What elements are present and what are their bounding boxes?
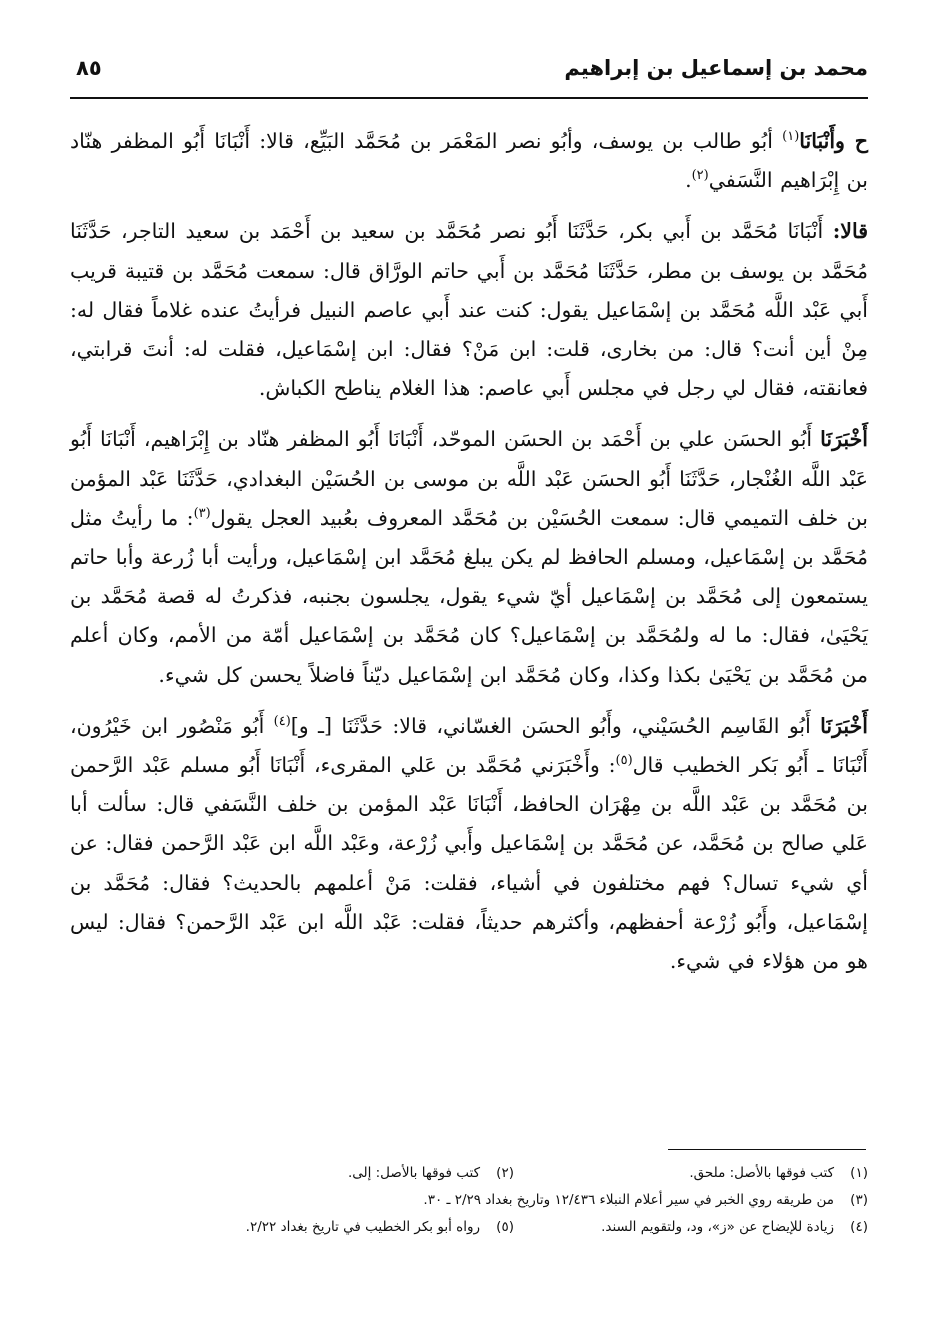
footnote-number: (٢) bbox=[496, 1165, 514, 1181]
footnote-row bbox=[130, 1187, 868, 1214]
footnote-ref: (٣) bbox=[193, 506, 211, 521]
footnote-number: (١) bbox=[850, 1165, 868, 1181]
footnote bbox=[514, 1214, 868, 1241]
footnote-ref: (٤) bbox=[273, 714, 291, 730]
footnote-ref: (٢) bbox=[691, 168, 709, 184]
footnote-rule bbox=[668, 1149, 866, 1150]
paragraph-4 bbox=[70, 707, 868, 981]
footnote-ref: (١) bbox=[782, 129, 800, 145]
paragraph-text: أَبُو الحسَن علي بن أَحْمَد بن الحسَن الموحّد، أَنْبَانَا أَبُو المظفر هنّاد بن إِبْرَاهيم، أَنْبَانَا أَبُو عَبْد اللَّه الغُنْجار، حَدَّثَنَا أَبُو الحسَن عَبْد اللَّه بن موسى بن الحُسَيْن البغدادي، حَدَّثَنَا عَبْد المؤمن بن خلف التميمي قال: سمعت الحُسَيْن بن مُحَمَّد المعروف بعُبيد العجل يقول bbox=[70, 427, 869, 530]
paragraph-text: أَنْبَانَا مُحَمَّد بن أَبي بكر، حَدَّثَنَا أَبُو نصر مُحَمَّد بن سعيد بن أَحْمَد بن سعيد التاجر، حَدَّثَنَا مُحَمَّد بن يوسف بن مطر، حَدَّثَنَا مُحَمَّد بن أَبي حاتم الورَّاق قال: سمعت مُحَمَّد بن قتيبة قريب أَبي عَبْد اللَّه مُحَمَّد بن إسْمَاعيل يقول: كنت عند أَبي عاصم النبيل فرأيتُ عنده غلاماً فقال له: مِنْ أين أنت؟ قال: من بخارى، قلت: ابن مَنْ؟ فقال: ابن إسْمَاعيل، فقلت له: أنتَ قرابتي، فعانقته، فقال لي رجل في مجلس أَبي عاصم: هذا الغلام يناطح الكباش. bbox=[70, 219, 868, 401]
paragraph-text: . bbox=[685, 168, 692, 193]
paragraph-lead: أَخْبَرَنَا bbox=[820, 427, 868, 452]
running-header-title: محمد بن إسماعيل بن إبراهيم bbox=[564, 56, 868, 80]
paragraph-text: : ما رأيتُ مثل مُحَمَّد بن إسْمَاعيل، ومسلم الحافظ لم يكن يبلغ مُحَمَّد ابن إسْمَاعيل، ورأيت أبا زُرعة وأبا حاتم يستمعون إلى مُحَمَّد بن إسْمَاعيل أيّ شيء يقول، يجلسون بجنبه، فذكرتُ له قصة مُحَمَّد بن يَحْيَىٰ، فقال: ما له ولمُحَمَّد بن إسْمَاعيل؟ كان مُحَمَّد بن إسْمَاعيل أمّة من الأمم، وكان أعلم من مُحَمَّد بن يَحْيَىٰ بكذا وكذا، وكان مُحَمَّد ابن إسْمَاعيل ديّناً فاضلاً يحسن كل شيء. bbox=[70, 505, 868, 687]
paragraph-1 bbox=[70, 122, 868, 200]
footnote-text: رواه أبو بكر الخطيب في تاريخ بغداد ٢/٢٢. bbox=[245, 1219, 480, 1235]
footnotes bbox=[130, 1160, 868, 1241]
footnote bbox=[246, 1214, 514, 1241]
paragraph-lead: أَخْبَرَنَا bbox=[820, 713, 868, 738]
footnote-text: كتب فوقها بالأصل: ملحق. bbox=[689, 1165, 834, 1181]
footnote-row bbox=[130, 1160, 868, 1187]
body-text bbox=[70, 122, 868, 993]
footnote-text: كتب فوقها بالأصل: إلى. bbox=[347, 1165, 480, 1181]
footnote-number: (٣) bbox=[850, 1192, 868, 1208]
paragraph-2 bbox=[70, 212, 868, 408]
footnote bbox=[514, 1160, 868, 1187]
footnote-text: من طريقه روي الخبر في سير أعلام النبلاء ١٢/٤٣٦ وتاريخ بغداد ٢/٢٩ ـ ٣٠. bbox=[423, 1192, 834, 1208]
paragraph-text: أبُو طالب بن يوسف، وأبُو نصر المَعْمَر بن مُحَمَّد البَيِّع، قالا: أَنْبَانَا أَبُو المظفر هنّاد بن إِبْرَاهيم النَّسَفي bbox=[70, 129, 868, 193]
footnote bbox=[423, 1187, 868, 1214]
paragraph-text: أَبُو مَنْصُور ابن خَيْرُون، أَنْبَانَا ـ أَبُو بَكر الخطيب قال bbox=[70, 713, 868, 778]
footnote-text: زيادة للإيضاح عن «ز»، ود، ولتقويم السند. bbox=[601, 1219, 834, 1235]
footnote-number: (٥) bbox=[496, 1219, 514, 1235]
footnote-number: (٤) bbox=[850, 1219, 868, 1235]
paragraph-lead: قالا: bbox=[832, 219, 868, 244]
footnote-row bbox=[130, 1214, 868, 1241]
paragraph-text: أَبُو القَاسِم الحُسَيْني، وأَبُو الحسَن الغسّاني، قالا: حَدَّثَنَا [ـ و] bbox=[290, 713, 821, 738]
footnote bbox=[348, 1160, 514, 1187]
header-rule bbox=[70, 97, 868, 99]
paragraph-3 bbox=[70, 420, 868, 694]
paragraph-lead: ح وأَنْبَانَا bbox=[799, 129, 869, 153]
footnote-ref: (٥) bbox=[615, 753, 633, 769]
page-number: ٨٥ bbox=[76, 56, 102, 80]
paragraph-text: : وأَخْبَرَني مُحَمَّد بن عَلي المقرىء، أَنْبَانَا أَبُو مسلم عَبْد الرَّحمن بن مُحَمَّد بن عَبْد اللَّه بن مِهْرَان الحافظ، أَنْبَانَا عَبْد المؤمن بن خلف النَّسَفي قال: سألت أبا عَلي صالح بن مُحَمَّد، عن مُحَمَّد بن إسْمَاعيل وأَبي زُرْعة، وعَبْد اللَّه ابن عَبْد الرَّحمن فقال: عن أي شيء تسال؟ فهم مختلفون في أشياء، فقلت: مَنْ أعلمهم بالحديث؟ فقال: مُحَمَّد بن إسْمَاعيل، وأَبُو زُرْعة أحفظهم، وأكثرهم حديثاً، فقلت: عَبْد اللَّه ابن عَبْد الرَّحمن؟ فقال: ليس هو من هؤلاء في شيء. bbox=[70, 753, 868, 974]
